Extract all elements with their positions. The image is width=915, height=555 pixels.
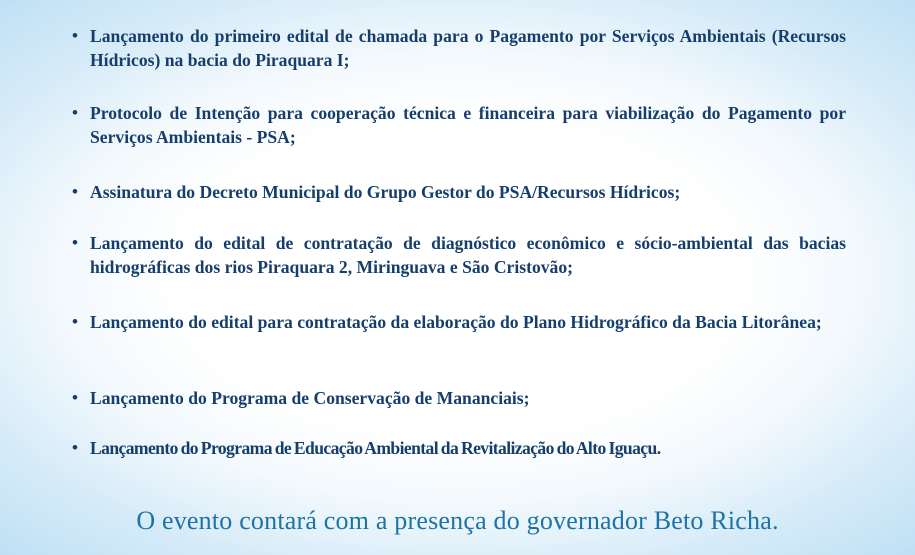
bullet-icon: • <box>72 312 78 331</box>
list-item-text: Lançamento do edital para contratação da elaboração do Plano Hidrográfico da Bacia Litorânea; <box>90 312 822 332</box>
list-item <box>72 24 846 72</box>
bullet-icon: • <box>72 233 78 252</box>
bullet-icon: • <box>72 103 78 122</box>
list-item-text: Protocolo de Intenção para cooperação técnica e financeira para viabilização do Pagamento por Serviços Ambientais - PSA; <box>90 103 846 147</box>
bullet-icon: • <box>72 438 78 457</box>
list-item-text: Lançamento do Programa de Educação Ambiental da Revitalização do Alto Iguaçu. <box>90 438 661 458</box>
bullet-icon: • <box>72 26 78 45</box>
list-item <box>72 101 846 149</box>
list-item-text: Assinatura do Decreto Municipal do Grupo Gestor do PSA/Recursos Hídricos; <box>90 182 681 202</box>
event-note: O evento contará com a presença do governador Beto Richa. <box>136 506 779 535</box>
list-item-text: Lançamento do edital de contratação de diagnóstico econômico e sócio-ambiental das bacias hidrográficas dos rios Piraquara 2, Miringuava e São Cristovão; <box>90 233 846 277</box>
list-item-text: Lançamento do primeiro edital de chamada para o Pagamento por Serviços Ambientais (Recursos Hídricos) na bacia do Piraquara I; <box>90 26 846 70</box>
list-item <box>72 180 846 204</box>
bullet-icon: • <box>72 388 78 407</box>
list-item <box>72 436 846 460</box>
list-item <box>72 310 846 334</box>
list-item <box>72 231 846 279</box>
list-item-text: Lançamento do Programa de Conservação de Mananciais; <box>90 388 530 408</box>
list-item <box>72 386 846 410</box>
bullet-icon: • <box>72 182 78 201</box>
